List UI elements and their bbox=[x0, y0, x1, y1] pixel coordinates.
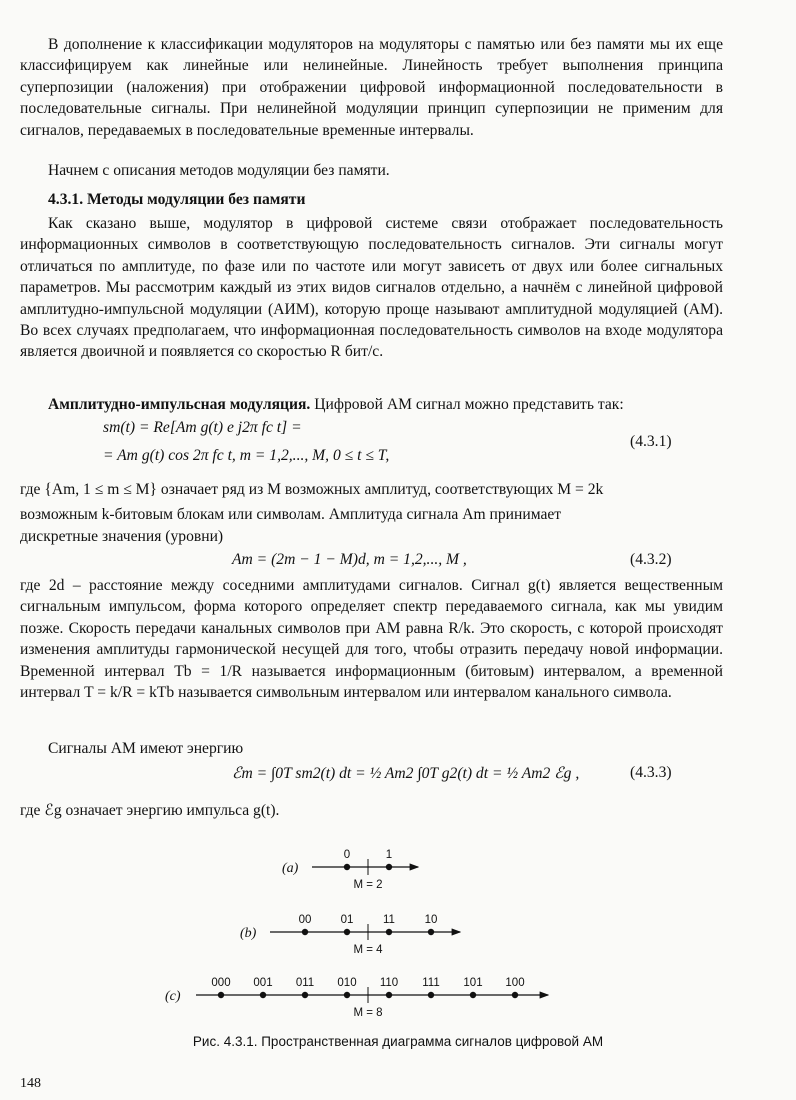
signal-space-diagram bbox=[0, 840, 796, 1030]
intro-paragraph: В дополнение к классификации модуляторов на модуляторы с памятью или без памяти мы их еще классифицируем как линейные или нелинейные. Линейность требует выполнения принципа суперпозиции (наложения) при отображении цифровой информационной последовательности в последовательные сигналы. При нелинейной модуляции принцип суперпозиции не применим для сигналов, передаваемых в последовательные временные интервалы. bbox=[20, 36, 723, 139]
where-amplitudes-line-2: возможным k-битовым блокам или символам. Амплитуда сигнала Am принимает bbox=[20, 506, 562, 523]
signal-point-label: 01 bbox=[340, 914, 354, 926]
signal-point bbox=[302, 992, 308, 998]
signal-point-label: 0 bbox=[343, 849, 351, 861]
signal-point-label: 101 bbox=[463, 977, 483, 989]
equation-3: ℰm = ∫0T sm2(t) dt = ½ Am2 ∫0T g2(t) dt = ½ Am2 ℰg , bbox=[232, 765, 580, 782]
equation-2-number: (4.3.2) bbox=[630, 551, 672, 568]
equation-3-number: (4.3.3) bbox=[630, 764, 672, 781]
signal-point bbox=[302, 929, 308, 935]
signal-point-label: 000 bbox=[211, 977, 231, 989]
figure-caption: Рис. 4.3.1. Пространственная диаграмма сигналов цифровой АМ bbox=[192, 1034, 604, 1049]
page-number: 148 bbox=[20, 1076, 41, 1091]
signal-paragraph: где 2d – расстояние между соседними амплитудами сигналов. Сигнал g(t) является вещественным сигнальным импульсом, форма которого определяет спектр передаваемого сигнала, как мы увидим позже. Скорость передачи канальных символов при АМ равна R/k. Это скорость, с которой происходят изменения амплитуды гармонической несущей для того, чтобы отразить передачу новой информации. Временной интервал Tb = 1/R называется информационным (битовым) интервалом, а временной интервал T = k/R = kTb называется символьным интервалом или интервалом канального символа. bbox=[20, 577, 723, 702]
signal-point bbox=[386, 992, 392, 998]
signal-point bbox=[386, 864, 392, 870]
signal-point bbox=[512, 992, 518, 998]
equation-1-line-1: sm(t) = Re[Am g(t) e j2π fc t] = bbox=[103, 419, 302, 436]
diagram-row-label: (a) bbox=[282, 861, 299, 876]
signal-point bbox=[260, 992, 266, 998]
pulse-energy-line: где ℰg означает энергию импульса g(t). bbox=[20, 802, 280, 819]
signal-point bbox=[344, 929, 350, 935]
diagram-m-label: M = 8 bbox=[353, 1007, 383, 1019]
signal-point-label: 10 bbox=[424, 914, 438, 926]
where-amplitudes-line: где {Am, 1 ≤ m ≤ M} означает ряд из M возможных амплитуд, соответствующих M = 2k bbox=[20, 481, 604, 498]
signal-point bbox=[344, 992, 350, 998]
pam-paragraph bbox=[20, 394, 723, 415]
signal-point-label: 010 bbox=[337, 977, 357, 989]
signal-point bbox=[218, 992, 224, 998]
signal-point-label: 11 bbox=[383, 914, 395, 926]
signal-point-label: 111 bbox=[422, 977, 440, 989]
signal-point-label: 1 bbox=[385, 849, 393, 861]
intro-paragraph-2: Начнем с описания методов модуляции без памяти. bbox=[48, 162, 390, 179]
equation-1-line-2: = Am g(t) cos 2π fc t, m = 1,2,..., M, 0 ≤ t ≤ T, bbox=[103, 447, 390, 464]
signal-point bbox=[344, 864, 350, 870]
signal-point-label: 100 bbox=[505, 977, 525, 989]
diagram-m-label: M = 2 bbox=[353, 879, 383, 891]
equation-2: Am = (2m − 1 − M)d, m = 1,2,..., M , bbox=[232, 551, 467, 568]
pam-intro: Цифровой АМ сигнал можно представить так: bbox=[314, 396, 624, 413]
signal-point bbox=[386, 929, 392, 935]
equation-1-number: (4.3.1) bbox=[630, 433, 672, 450]
signal-point-label: 011 bbox=[295, 977, 315, 989]
diagram-m-label: M = 4 bbox=[353, 944, 383, 956]
energy-intro: Сигналы АМ имеют энергию bbox=[48, 740, 244, 757]
signal-point bbox=[470, 992, 476, 998]
signal-point-label: 00 bbox=[298, 914, 312, 926]
diagram-row-label: (c) bbox=[165, 989, 181, 1004]
signal-point-label: 001 bbox=[253, 977, 273, 989]
signal-point bbox=[428, 929, 434, 935]
signal-point bbox=[428, 992, 434, 998]
section-paragraph: Как сказано выше, модулятор в цифровой системе связи отображает последовательность информационных символов в соответствующую последовательность сигналов. Эти сигналы могут отличаться по амплитуде, по фазе или по частоте или могут зависеть от двух или более сигнальных параметров. Мы рассмотрим каждый из этих видов сигналов отдельно, а начнём с линейной цифровой амплитудно-импульсной модуляции (АИМ), которую проще называют амплитудной модуляцией (АМ). Во всех случаях предполагаем, что информационная последовательность символов на входе модулятора является двоичной и появляется со скоростью R бит/с. bbox=[20, 215, 723, 361]
where-amplitudes-line-3: дискретные значения (уровни) bbox=[20, 528, 224, 545]
diagram-row-label: (b) bbox=[240, 926, 257, 941]
signal-point-label: 110 bbox=[379, 977, 399, 989]
section-heading: 4.3.1. Методы модуляции без памяти bbox=[48, 191, 306, 208]
pam-heading: Амплитудно-импульсная модуляция. bbox=[48, 396, 311, 413]
